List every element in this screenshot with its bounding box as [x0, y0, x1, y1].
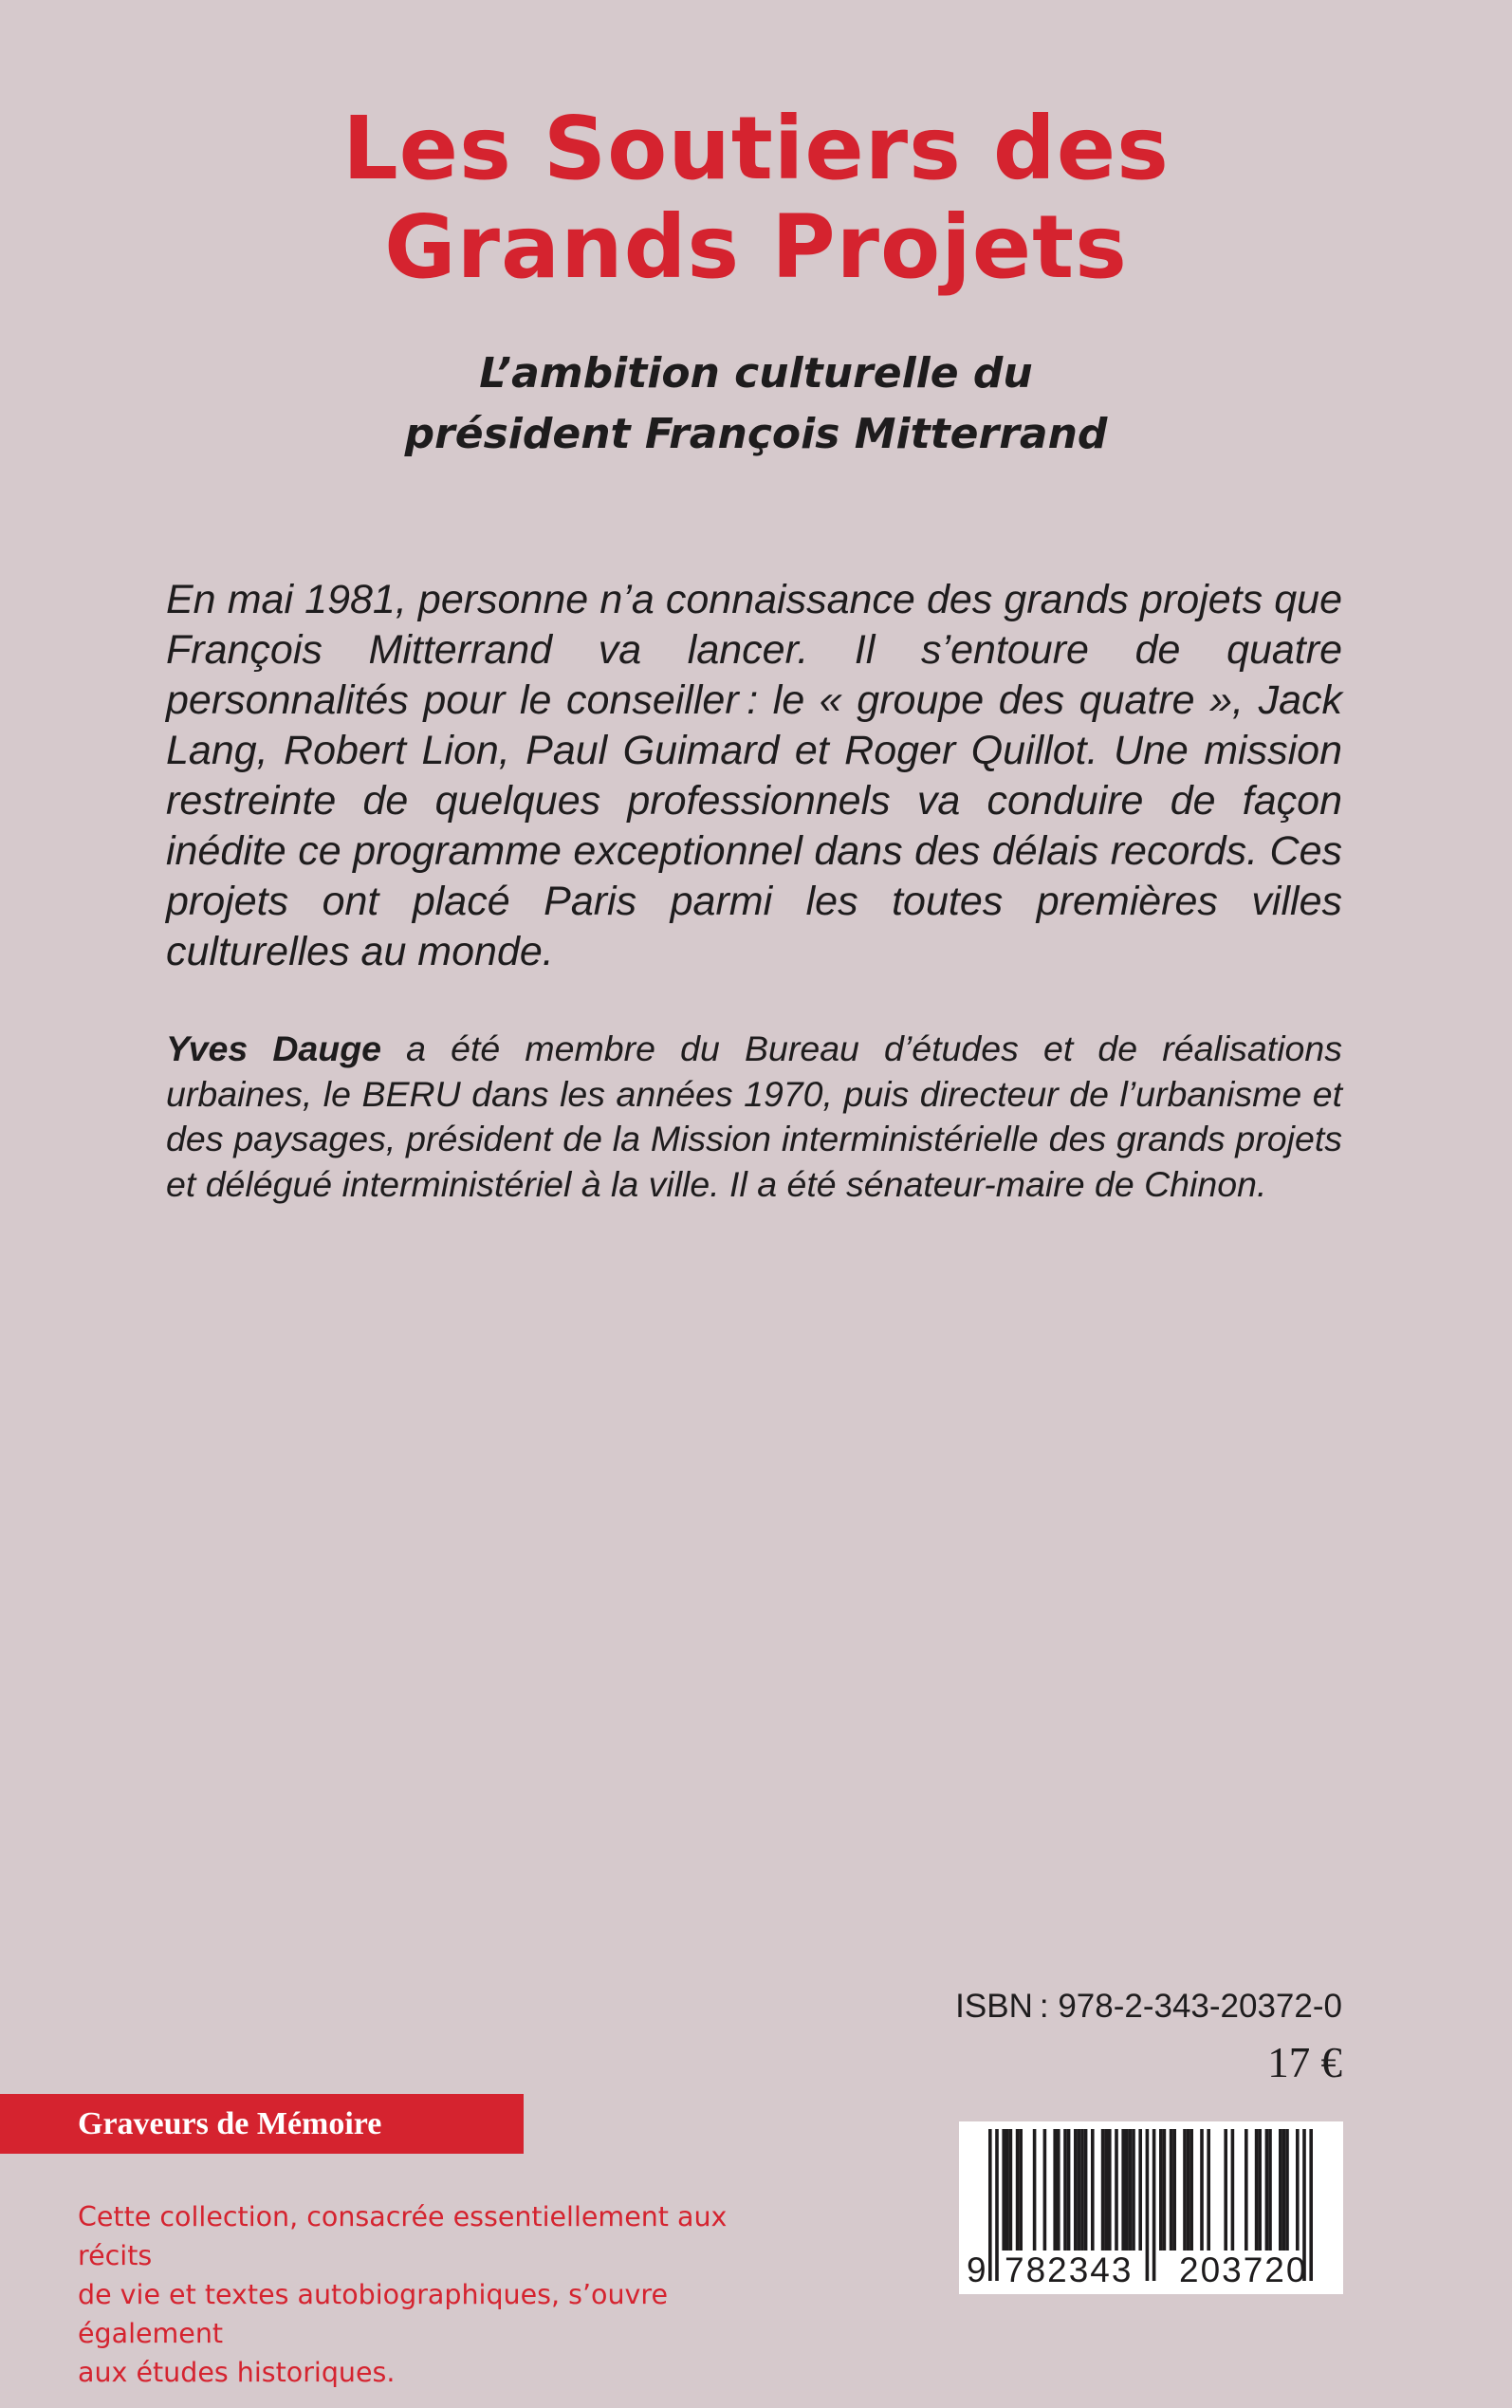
barcode-bar [1172, 2129, 1176, 2251]
collection-description [78, 2197, 799, 2392]
book-title [0, 100, 1512, 297]
barcode-bar [1138, 2129, 1142, 2251]
barcode-bar [1170, 2129, 1173, 2251]
barcode-bar [1121, 2129, 1125, 2251]
subtitle-line-2: président François Mitterrand [404, 410, 1108, 458]
barcode-bar [1108, 2129, 1112, 2251]
barcode-bar [1053, 2129, 1057, 2251]
barcode-bar [1074, 2129, 1078, 2251]
barcode-digits [959, 2251, 1343, 2290]
barcode-bar [1279, 2129, 1282, 2251]
barcode-bar [1067, 2129, 1071, 2251]
barcode-bar [1005, 2129, 1009, 2251]
barcode-bar [1255, 2129, 1259, 2251]
barcode-bar [1043, 2129, 1047, 2251]
barcode-bar [1268, 2129, 1272, 2251]
barcode-bar [1189, 2129, 1193, 2251]
collection-line-1: Cette collection, consacrée essentiellement aux récits [78, 2201, 728, 2271]
subtitle-line-1: L’ambition culturelle du [479, 349, 1033, 398]
barcode-bar [1115, 2129, 1118, 2251]
barcode-bar [1265, 2129, 1269, 2251]
barcode-bar [1245, 2129, 1248, 2251]
barcode-bar [1258, 2129, 1262, 2251]
barcode-bar [1091, 2129, 1095, 2251]
author-name: Yves Dauge [166, 1028, 381, 1068]
barcode-bar [1163, 2129, 1167, 2251]
barcode-bar [1207, 2129, 1210, 2251]
barcode-bar [1200, 2129, 1204, 2251]
barcode-bar [1084, 2129, 1088, 2251]
isbn: ISBN : 978-2-343-20372-0 [955, 1988, 1342, 2025]
title-line-1: Les Soutiers des [342, 98, 1170, 199]
barcode-bar [1078, 2129, 1081, 2251]
barcode-bar [1080, 2129, 1084, 2251]
barcode-bar [1282, 2129, 1286, 2251]
barcode-bar [1132, 2129, 1135, 2251]
barcode-bar [1101, 2129, 1105, 2251]
barcode-bar [1033, 2129, 1037, 2251]
collection-line-3: aux études historiques. [78, 2357, 396, 2388]
book-subtitle [0, 343, 1512, 465]
barcode-left-group: 782343 [1005, 2251, 1134, 2289]
title-line-2: Grands Projets [384, 196, 1128, 298]
barcode-bar [1057, 2129, 1060, 2251]
price: 17 € [1267, 2039, 1342, 2086]
barcode-bar [1009, 2129, 1013, 2251]
barcode-bar [1125, 2129, 1129, 2251]
series-name: Graveurs de Mémoire [78, 2106, 382, 2141]
barcode-bar [1296, 2129, 1300, 2251]
barcode-bar [1016, 2129, 1020, 2251]
barcode-bar [1224, 2129, 1227, 2251]
book-summary: En mai 1981, personne n’a connaissance des grands projets que François Mitterrand va lancer. Il s’entoure de quatre personnalités pour le conseiller : le « groupe des quatre », Jack Lang, Robert Lion, Paul Guimard et Roger Quillot. Une mission restreinte de quelques professionnels va conduire de façon inédite ce programme exceptionnel dans des délais records. Ces projets ont placé Paris parmi les toutes premières villes culturelles au monde. [166, 577, 1342, 974]
series-band [0, 2094, 524, 2154]
collection-line-2: de vie et textes autobiographiques, s’ouvre également [78, 2279, 669, 2349]
barcode-bar [1183, 2129, 1187, 2251]
author-bio-text: a été membre du Bureau d’études et de réalisations urbaines, le BERU dans les années 1970, puis directeur de l’urbanisme et des paysages, président de la Mission interministérielle des grands projets et délégué interministériel à la ville. Il a été sénateur-maire de Chinon. [166, 1028, 1342, 1204]
barcode-bar [1104, 2129, 1108, 2251]
barcode-first-digit: 9 [967, 2251, 988, 2289]
barcode-bar [1019, 2129, 1023, 2251]
barcode-bar [1129, 2129, 1133, 2251]
barcode-bar [1285, 2129, 1289, 2251]
barcode [959, 2121, 1343, 2294]
barcode-bar [1187, 2129, 1190, 2251]
barcode-bar [1002, 2129, 1005, 2251]
barcode-bar [1159, 2129, 1163, 2251]
barcode-bar [1231, 2129, 1235, 2251]
barcode-right-group: 203720 [1179, 2251, 1308, 2289]
barcode-bar [1063, 2129, 1067, 2251]
author-bio [166, 1027, 1342, 1207]
